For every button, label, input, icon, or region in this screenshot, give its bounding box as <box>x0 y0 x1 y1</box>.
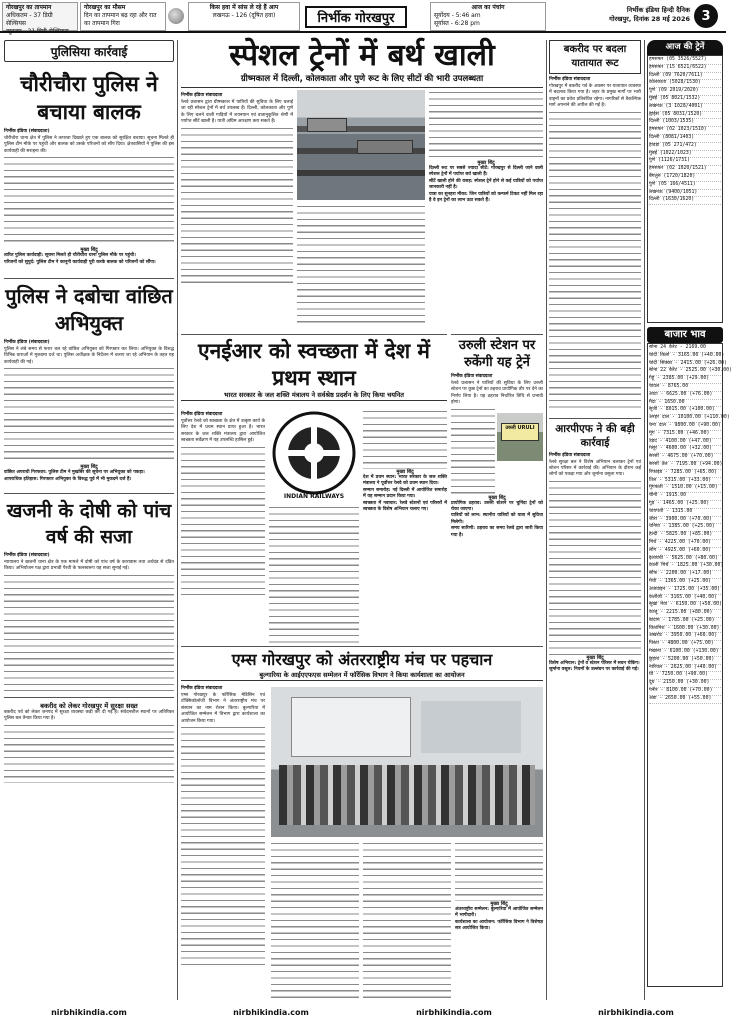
aiims-point2: कार्यशाला का आयोजन: फॉरेंसिक विभाग ने विशेषज्ञ सत्र आयोजित किया। <box>455 919 543 932</box>
lead-point1: दिल्ली रूट पर सबसे ज्यादा सीटें: गोरखपुर से दिल्ली जाने वाली स्पेशल ट्रेनों में पर्याप्त बर्थ खाली हैं। <box>429 166 543 178</box>
lead-text-lines <box>181 126 293 286</box>
ner-col-1 <box>181 409 265 643</box>
train-row: पुणे (09 2019/2020) <box>649 88 721 96</box>
ner-subhead: भारत सरकार के जल शक्ति मंत्रालय ने सर्वश्रेष्ठ प्रदर्शन के लिए किया चयनित <box>181 391 447 401</box>
masthead: निर्भीक गोरखपुर <box>305 6 407 28</box>
weather-title: गोरखपुर का तापमान <box>6 4 52 11</box>
train-row: दिल्ली (8081/1403) <box>649 135 721 143</box>
market-row: चीनी - 1915.00 <box>649 493 721 501</box>
market-row: धनिया - 1385.00 (+25.00) <box>649 524 721 532</box>
train-row: मुंबई (05 8021/1532) <box>649 96 721 104</box>
aiims-text-lines <box>181 725 265 965</box>
lead-point3: यात्रा का सुनहरा मौका: जिन यात्रियों को कन्फर्म टिकट नहीं मिल रहा है वे इन ट्रेनों का लाभ उठा सकते हैं। <box>429 191 543 204</box>
story2-points-title: मुख्य बिंदु <box>80 464 98 471</box>
temp-max: अधिकतम - 37 डिग्री सेल्सियस <box>6 12 53 27</box>
aiims-byline: निर्भीक इंडिया संवाददाता <box>181 686 223 691</box>
market-row: पनीर - 8100.00 (+70.00) <box>649 688 721 696</box>
aiims-text-lines-2 <box>271 841 359 1001</box>
market-row: अजवाइन - 1725.00 (+35.00) <box>649 587 721 595</box>
aiims-body: एम्स गोरखपुर के फॉरेंसिक मेडिसिन एवं टॉक्सिकोलॉजी विभाग ने अंतरराष्ट्रीय मंच पर संस्थान का नाम रोशन किया। बुल्गारिया में आयोजित सम्मेलन में विभाग द्वारा कार्यशाला का आयोजन किया गया। <box>181 693 265 724</box>
story4-body: बकरीद पर्व को लेकर जनपद में सुरक्षा व्यवस्था कड़ी कर दी गई है। संवेदनशील स्थानों पर अतिरिक्त पुलिस बल तैनात किया गया है। <box>4 709 174 722</box>
train-row: मुंबई (1022/1023) <box>649 151 721 159</box>
market-title: बाजार भाव <box>647 327 723 343</box>
panchang-title: आज का पंचांग <box>471 4 505 11</box>
market-row: चायपत्ती - 1315.00 <box>649 509 721 517</box>
train-row: हावड़ा (05 271/472) <box>649 143 721 151</box>
market-row: चांदी सिक्का - 2415.00 (+26.00) <box>649 361 721 369</box>
uruli-body: रेलवे प्रशासन ने यात्रियों की सुविधा के लिए उरुली स्टेशन पर कुछ ट्रेनों का ठहराव प्रायोगिक तौर पर देने का निर्णय लिया है। यह ठहराव निर्धारित तिथि से प्रभावी होगा। <box>451 381 543 406</box>
rpf-point2: जुर्माना वसूल: नियमों के उल्लंघन पर कार्रवाई की गई। <box>549 667 639 673</box>
market-row: नारियल - 2625.00 (+40.00) <box>649 665 721 673</box>
lead-point2: सीटें खाली होने की वजह: स्पेशल ट्रेनें होने से कई यात्रियों को पर्याप्त जानकारी नहीं है। <box>429 178 543 191</box>
market-row: चावल - 8765.00 <box>649 384 721 392</box>
ner-point3: स्वच्छता में नवाचार: रेलवे स्टेशनों एवं परिसरों में स्वच्छता के विशेष अभियान चलाए गए। <box>363 500 447 513</box>
market-row: सूजी - 8015.00 (+100.00) <box>649 407 721 415</box>
market-list <box>647 343 732 987</box>
market-row: चना दाल - 9800.00 (+90.00) <box>649 423 721 431</box>
section-title: पुलिसिया कार्रवाई <box>4 40 174 62</box>
uruli-story <box>451 334 543 642</box>
lead-subhead: ग्रीष्मकाल में दिल्ली, कोलकाता और पुणे रूट के लिए सीटों की भारी उपलब्धता <box>181 74 543 88</box>
market-row: तिल - 5315.00 (+33.00) <box>649 478 721 486</box>
market-row: गेहूं - 2385.00 (+29.00) <box>649 376 721 384</box>
market-row: सूखा मेवा - 6150.00 (+50.00) <box>649 602 721 610</box>
lead-body: रेलवे प्रशासन द्वारा ग्रीष्मकाल में यात्रियों की सुविधा के लिए चलाई जा रही स्पेशल ट्रेनों में बर्थ उपलब्ध हैं। दिल्ली, कोलकाता और पुणे के लिए चलने वाली गाड़ियों में शयनयान एवं वातानुकूलित श्रेणी में पर्याप्त सीटें खाली हैं। यात्री अग्रिम आरक्षण करा सकते हैं। <box>181 100 293 125</box>
story3-headline: खजनी के दोषी को पांच वर्ष की सजा <box>4 493 174 550</box>
column-divider <box>546 40 547 1000</box>
train-row: लखनऊ (9400/1051) <box>649 190 721 198</box>
ner-point1: देश में प्रथम स्थान: भारत सरकार के जल शक्ति मंत्रालय ने पूर्वोत्तर रेलवे को प्रथम स्थान दिया। <box>363 475 447 487</box>
aqi-value: लखनऊ - 126 (दूषित हवा) <box>212 12 276 19</box>
train-row: दिल्ली (1630/1620) <box>649 197 721 205</box>
train-yard-photo <box>297 90 425 200</box>
train-row: पुणे (05 166/4511) <box>649 182 721 190</box>
conference-group-photo <box>271 687 543 837</box>
uruli-point1: प्रायोगिक ठहराव: उरुली स्टेशन पर चुनिंदा ट्रेनों को रोका जाएगा। <box>451 500 543 513</box>
market-row: हल्दी - 5825.00 (+85.00) <box>649 532 721 540</box>
market-row: मिर्च - 4225.00 (+70.00) <box>649 540 721 548</box>
aiims-point1: अंतरराष्ट्रीय सम्मेलन: बुल्गारिया में आयोजित सम्मेलन में भागीदारी। <box>455 907 543 919</box>
left-column <box>4 40 174 1000</box>
ner-text-lines-3 <box>363 409 447 469</box>
aqi-box <box>188 2 300 31</box>
lead-text-lines-3 <box>429 90 543 160</box>
train-row: दिल्ली (1003/1535) <box>649 119 721 127</box>
station-sign: उरुली URULI <box>501 423 539 441</box>
uruli-text-lines <box>451 407 495 495</box>
ner-points-title: मुख्य बिंदु <box>396 469 414 475</box>
aiims-text-lines-3 <box>363 841 451 1001</box>
market-row: मेथी - 1365.00 (+25.00) <box>649 579 721 587</box>
market-row: अरहर दाल - 10100.00 (+110.00) <box>649 415 721 423</box>
market-row: इलायची - 5625.00 (+80.00) <box>649 556 721 564</box>
market-row: मैदा - 1650.00 <box>649 400 721 408</box>
aiims-col-1 <box>181 683 265 1001</box>
aiims-points-title: मुख्य बिंदु <box>490 901 508 907</box>
footer-website-1[interactable]: nirbhikindia.com <box>51 1007 127 1017</box>
paper-name: निर्भीक इंडिया हिन्दी दैनिक <box>626 6 690 14</box>
aqi-title: किस हवा में सांस ले रहे हैं आप <box>209 4 279 11</box>
market-row: मूंगफली - 1510.00 (+15.00) <box>649 485 721 493</box>
sunset: सूर्यास्त - 6:28 pm <box>434 20 480 27</box>
aiims-headline: एम्स गोरखपुर को अंतरराष्ट्रीय मंच पर पहचान <box>231 650 493 669</box>
column-divider <box>644 40 645 1000</box>
uruli-headline: उरुली स्टेशन पर रुकेंगी यह ट्रेनें <box>458 338 536 370</box>
market-row: सरसों तेल - 7195.00 (+94.00) <box>649 462 721 470</box>
story2-headline: पुलिस ने दबोचा वांछित अभियुक्त <box>4 278 174 337</box>
rpf-points-title: मुख्य बिंदु <box>586 654 604 661</box>
logo-text: INDIAN RAILWAYS <box>283 493 345 500</box>
ner-body: पूर्वोत्तर रेलवे को स्वच्छता के क्षेत्र में उत्कृष्ट कार्य के लिए देश में प्रथम स्थान प्राप्त हुआ है। भारत सरकार के जल शक्ति मंत्रालय द्वारा आयोजित स्वच्छता सर्वेक्षण में यह उपलब्धि हासिल हुई। <box>181 419 265 444</box>
story2-byline: निर्भीक इंडिया (संवाददाता) <box>4 340 50 346</box>
lead-text-lines-2 <box>297 204 425 326</box>
story2-point1: वांछित अपराधी गिरफ्तार: पुलिस टीम ने मुखबिर की सूचना पर अभियुक्त को पकड़ा। <box>4 470 145 476</box>
listings-column <box>647 40 732 1000</box>
story1-point1: त्वरित पुलिस कार्यवाही: सूचना मिलते ही चौरीचौरा थाना पुलिस मौके पर पहुंची। <box>4 253 136 259</box>
story1-body: चौरीचौरा थाना क्षेत्र में पुलिस ने तत्परता दिखाते हुए एक बालक को सुरक्षित बचाया। सूचना मिलते ही पुलिस टीम मौके पर पहुंची और बालक को उसके परिजनों को सौंप दिया। क्षेत्रवासियों ने पुलिस की इस कार्यवाही की सराहना की। <box>4 136 174 154</box>
ner-byline: निर्भीक इंडिया संवाददाता <box>181 412 223 417</box>
story1-point2: परिजनों को सुपुर्द: पुलिस टीम ने कानूनी कार्यवाही पूरी करके बालक को परिजनों को सौंपा। <box>4 259 156 265</box>
uruli-points-title: मुख्य बिंदु <box>488 494 506 501</box>
lead-story <box>181 38 543 328</box>
ner-col-3 <box>363 409 447 643</box>
story3-byline: निर्भीक इंडिया (संवाददाता) <box>4 553 50 559</box>
market-row: पिस्ता - 4800.00 (+75.00) <box>649 641 721 649</box>
rpf-byline: निर्भीक इंडिया संवाददाता <box>549 452 591 458</box>
sunrise: सूर्योदय - 5:46 am <box>434 12 481 19</box>
market-row: मखाना - 6100.00 (+130.00) <box>649 649 721 657</box>
rpf-headline: आरपीएफ ने की बड़ी कार्रवाई <box>549 418 641 450</box>
train-row: ह्वाईस (05 8031/1520) <box>649 112 721 120</box>
sun-cloud-icon <box>168 8 184 24</box>
railway-emblem-icon <box>272 411 356 495</box>
paper-info <box>550 6 690 24</box>
temp-min: न्यूनतम - 21 डिग्री सेल्सियस <box>6 28 69 35</box>
story1-text-lines <box>4 155 174 245</box>
footer-website-2[interactable]: nirbhikindia.com <box>233 1007 309 1017</box>
panchang-box <box>430 2 546 31</box>
story2-body: पुलिस ने लंबे समय से फरार चल रहे वांछित अभियुक्त को गिरफ्तार कर लिया। अभियुक्त के विरुद्ध विभिन्न धाराओं में मुकदमा दर्ज था। पुलिस अधीक्षक के निर्देशन में चलाए जा रहे अभियान के तहत यह कार्यवाही की गई। <box>4 347 174 365</box>
aiims-lower-cols <box>271 841 543 1001</box>
market-row: उड़द - 4100.00 (+47.00) <box>649 439 721 447</box>
footer-website-4[interactable]: nirbhikindia.com <box>598 1007 674 1017</box>
story1-points-title: मुख्य बिंदु <box>80 247 98 254</box>
story4-headline: बकरीद को लेकर गोरखपुर में सुरक्षा सख्त <box>4 697 174 710</box>
uruli-byline: निर्भीक इंडिया संवाददाता <box>451 374 493 379</box>
top-info-bar <box>0 0 726 33</box>
market-row: कलौंजी - 3165.00 (+40.00) <box>649 595 721 603</box>
lead-col-2 <box>297 204 425 326</box>
market-row: रिफाइंड - 7285.00 (+65.00) <box>649 470 721 478</box>
market-row: घी - 7250.00 (+90.00) <box>649 672 721 680</box>
market-row: लौंग - 4925.00 (+60.00) <box>649 548 721 556</box>
train-row: बेंगलुरु (1720/1820) <box>649 174 721 182</box>
market-row: सौंफ - 2200.00 (+17.00) <box>649 571 721 579</box>
train-row: दिल्ली (09 7620/7611) <box>649 73 721 81</box>
aiims-points <box>455 841 543 1001</box>
market-row: जीरा - 3900.00 (+70.00) <box>649 517 721 525</box>
ner-text-lines-2 <box>269 505 359 643</box>
story3-body: न्यायालय ने खजनी थाना क्षेत्र के एक मामले में दोषी को पांच वर्ष के कारावास तथा अर्थदंड से दंडित किया। अभियोजन पक्ष द्वारा प्रभावी पैरवी के फलस्वरूप यह सजा सुनाई गई। <box>4 560 174 572</box>
uruli-point2: यात्रियों को लाभ: स्थानीय यात्रियों को यात्रा में सुविधा मिलेगी। <box>451 513 543 525</box>
train-row: पुणे (1126/1731) <box>649 158 721 166</box>
story1-headline: चौरीचौरा पुलिस ने बचाया बालक <box>20 71 158 124</box>
market-row: काली मिर्च - 1825.00 (+30.00) <box>649 563 721 571</box>
aiims-subhead: बुल्गारिया के आईएएफएस सम्मेलन में फॉरेंसिक विभाग ने किया कार्यशाला का आयोजन <box>181 671 543 681</box>
market-row: छुहारा - 5200.00 (+50.00) <box>649 657 721 665</box>
market-row: चांदी किलो - 3165.00 (+40.00) <box>649 353 721 361</box>
bakrid-body: गोरखपुर में बकरीद पर्व के अवसर पर यातायात व्यवस्था में बदलाव किया गया है। शहर के प्रमुख मार्गों पर भारी वाहनों का प्रवेश प्रतिबंधित रहेगा। नागरिकों से वैकल्पिक मार्ग अपनाने की अपील की गई है। <box>549 84 641 109</box>
bakrid-box <box>549 40 641 74</box>
ner-story <box>181 334 447 642</box>
weather-box <box>80 2 166 31</box>
trains-title: आज की ट्रेनें <box>647 40 723 55</box>
trains-list <box>647 55 723 323</box>
weather-note: दिन का तापमान बढ़ रहा और रात का तापमान गिरा <box>84 12 157 27</box>
column-divider <box>177 40 178 1000</box>
market-row: काजू - 2215.00 (+80.00) <box>649 610 721 618</box>
story2-point2: आपराधिक इतिहास: गिरफ्तार अभियुक्त के विरुद्ध पूर्व में भी मुकदमे दर्ज हैं। <box>4 476 132 482</box>
story2-text-lines <box>4 366 174 462</box>
train-row: हमसफर (02 1020/1521) <box>649 166 721 174</box>
train-row: हमसफर (15 6521/6522) <box>649 65 721 73</box>
lead-col-1 <box>181 90 293 326</box>
market-row: गुड़ - 1465.00 (+25.00) <box>649 501 721 509</box>
aiims-story <box>181 646 543 1000</box>
right-column <box>549 40 641 1000</box>
bakrid-text-lines <box>549 110 641 410</box>
market-row: दूध - 2150.00 (+30.00) <box>649 680 721 688</box>
station-sign-photo <box>497 413 543 461</box>
train-row: लखनऊ (3 1028/4001) <box>649 104 721 112</box>
ner-point2: सम्मान समारोह: नई दिल्ली में आयोजित समारोह में यह सम्मान प्रदान किया गया। <box>363 487 447 500</box>
market-row: आटा - 6625.00 (+76.00) <box>649 392 721 400</box>
temperature-box <box>2 2 78 35</box>
market-row: सोना 22 कैरेट - 2525.00 (+30.00) <box>649 368 721 376</box>
story3-text-lines <box>4 573 174 691</box>
weather-box-title: गोरखपुर का मौसम <box>84 4 126 11</box>
ner-headline: एनईआर को स्वच्छता में देश में प्रथम स्थान <box>197 338 430 390</box>
market-row: मूंग - 7315.00 (+46.00) <box>649 431 721 439</box>
uruli-point3: समय सारिणी: ठहराव का समय रेलवे द्वारा जारी किया गया है। <box>451 526 543 538</box>
ner-col-2 <box>269 505 359 643</box>
lead-points-title: मुख्य बिंदु <box>477 160 495 166</box>
lead-headline: स्पेशल ट्रेनों में बर्थ खाली <box>229 38 495 73</box>
train-row: कोलकाता (5028/1530) <box>649 80 721 88</box>
footer-website-3[interactable]: nirbhikindia.com <box>416 1007 492 1017</box>
indian-railways-logo <box>269 411 359 495</box>
market-row: बादाम - 1785.00 (+25.00) <box>649 618 721 626</box>
lead-byline: निर्भीक इंडिया संवाददाता <box>181 93 223 98</box>
market-row: सोना 24 कैरेट - 2169.00 <box>649 345 721 353</box>
ner-text-lines <box>181 445 265 595</box>
rpf-point1: विशेष अभियान: ट्रेनों व स्टेशन परिसर में सघन चेकिंग। <box>549 660 640 666</box>
rpf-body: रेलवे सुरक्षा बल ने विशेष अभियान चलाकर ट्रेनों एवं स्टेशन परिसर में कार्रवाई की। अभियान के दौरान कई लोगों को पकड़ा गया और जुर्माना वसूला गया। <box>549 459 641 478</box>
train-row: हमसफर (05 3526/5527) <box>649 57 721 65</box>
page-number: 3 <box>694 4 718 28</box>
bakrid-headline: बकरीद पर बदला यातायात रूट <box>563 44 627 69</box>
aiims-text-lines-4 <box>455 841 543 901</box>
market-row: सरसों - 4675.00 (+70.00) <box>649 454 721 462</box>
market-row: मसूर - 4600.00 (+32.00) <box>649 446 721 454</box>
story1-byline: निर्भीक इंडिया (संवाददाता) <box>4 129 50 134</box>
story4-text-lines <box>4 723 174 783</box>
bakrid-byline: निर्भीक इंडिया संवाददाता <box>549 77 591 82</box>
market-row: किशमिश - 1600.00 (+30.00) <box>649 626 721 634</box>
rpf-text-lines <box>549 479 641 655</box>
lead-col-3 <box>429 90 543 326</box>
market-row: अंडा - 2650.00 (+55.00) <box>649 696 721 704</box>
dateline: गोरखपुर, दिनांक 28 मई 2026 <box>609 15 690 23</box>
train-row: हमसफर (02 1023/1510) <box>649 127 721 135</box>
market-row: अखरोट - 3950.00 (+60.00) <box>649 633 721 641</box>
